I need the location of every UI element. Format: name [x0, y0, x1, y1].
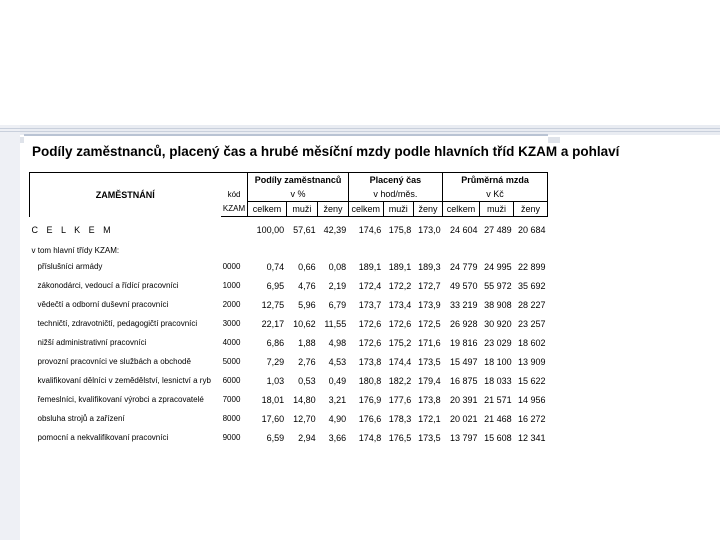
- subheader: muži: [479, 202, 513, 217]
- table-cell: 0,08: [328, 261, 347, 272]
- table-cell: 6,79: [328, 299, 347, 310]
- table-row: [30, 428, 548, 447]
- table-cell: 174,4: [388, 356, 412, 367]
- table-cell: 19 816: [449, 337, 478, 348]
- table-cell: 14,80: [293, 394, 316, 405]
- table-cell: 22 899: [517, 261, 546, 272]
- table-row: [30, 352, 548, 371]
- time-header: Placený čas: [348, 173, 442, 188]
- table-cell: 176,5: [388, 432, 412, 443]
- table-cell: 173,5: [418, 356, 441, 367]
- table-cell: 178,3: [388, 413, 412, 424]
- table-cell: 6,86: [266, 337, 285, 348]
- table-cell: 174,8: [358, 432, 382, 443]
- table-cell: 38 908: [484, 299, 512, 310]
- subheader: muži: [286, 202, 318, 217]
- table-cell: 16 272: [517, 413, 546, 424]
- table-cell: 49 570: [449, 280, 478, 291]
- row-code: 1000: [222, 281, 241, 290]
- table-cell: 0,74: [266, 261, 285, 272]
- subheader: celkem: [443, 202, 480, 217]
- divider: [0, 128, 720, 129]
- table-row: [30, 276, 548, 295]
- total-label: C E L K E M: [31, 225, 114, 235]
- row-label: zákonodárci, vedoucí a řídící pracovníci: [37, 281, 179, 290]
- section-row: [30, 243, 548, 257]
- header-row-1: [30, 173, 548, 188]
- wage-header: Průměrná mzda: [443, 173, 548, 188]
- table-cell: 0,66: [298, 261, 316, 272]
- occupation-header: ZAMĚSTNÁNÍ: [30, 173, 221, 217]
- table-cell: 1,03: [266, 375, 285, 386]
- table-cell: 21 571: [484, 394, 512, 405]
- table-cell: 172,6: [358, 318, 382, 329]
- table-cell: 171,6: [418, 337, 441, 348]
- table-cell: 18,01: [261, 394, 285, 405]
- table-row: [30, 390, 548, 409]
- table-cell: 172,5: [418, 318, 441, 329]
- table-cell: 173,7: [358, 299, 382, 310]
- table-cell: 20 391: [449, 394, 478, 405]
- document-card: [24, 134, 620, 476]
- row-label: provozní pracovníci ve službách a obchodě: [37, 357, 191, 366]
- wage-unit: v Kč: [443, 187, 548, 202]
- table-cell: 175,8: [388, 225, 412, 235]
- table-cell: 11,55: [324, 318, 347, 329]
- table-cell: 3,66: [328, 432, 347, 443]
- table-cell: 172,1: [418, 413, 441, 424]
- table-cell: 189,3: [418, 261, 441, 272]
- table-cell: 26 928: [449, 318, 478, 329]
- row-label: příslušníci armády: [37, 262, 103, 271]
- table-cell: 0,53: [298, 375, 316, 386]
- table-row: [30, 257, 548, 276]
- table-cell: 2,94: [298, 432, 316, 443]
- document-title: Podíly zaměstnanců, placený čas a hrubé měsíční mzdy podle hlavních tříd KZAM a pohlaví: [32, 144, 620, 159]
- left-band: [0, 125, 20, 540]
- table-cell: 18 602: [517, 337, 546, 348]
- table-cell: 27 489: [484, 225, 512, 235]
- table-cell: 18 100: [484, 356, 512, 367]
- table-cell: 4,76: [298, 280, 316, 291]
- table-cell: 172,6: [388, 318, 412, 329]
- row-label: nižší administrativní pracovníci: [37, 338, 147, 347]
- time-unit: v hod/měs.: [348, 187, 442, 202]
- table-cell: 12,75: [261, 299, 285, 310]
- section-label: v tom hlavní třídy KZAM:: [31, 245, 120, 255]
- row-code: 5000: [222, 357, 241, 366]
- table-cell: 20 021: [449, 413, 478, 424]
- total-row: [30, 223, 548, 237]
- table-cell: 14 956: [517, 394, 546, 405]
- subheader: ženy: [413, 202, 442, 217]
- table-cell: 24 604: [449, 225, 478, 235]
- row-label: obsluha strojů a zařízení: [37, 414, 125, 423]
- table-cell: 182,2: [388, 375, 412, 386]
- row-code: 0000: [222, 262, 241, 271]
- table-cell: 42,39: [323, 225, 347, 235]
- table-cell: 21 468: [484, 413, 512, 424]
- table-cell: 173,4: [388, 299, 412, 310]
- table-cell: 172,2: [388, 280, 412, 291]
- shares-header: Podíly zaměstnanců: [248, 173, 348, 188]
- row-code: 9000: [222, 433, 241, 442]
- table-cell: 12 341: [517, 432, 546, 443]
- table-cell: 189,1: [358, 261, 382, 272]
- table-cell: 2,19: [328, 280, 347, 291]
- table-cell: 1,88: [298, 337, 316, 348]
- table-cell: 172,4: [358, 280, 382, 291]
- table-cell: 57,61: [293, 225, 316, 235]
- table-cell: 180,8: [358, 375, 382, 386]
- table-cell: 0,49: [328, 375, 347, 386]
- subheader: celkem: [348, 202, 383, 217]
- table-cell: 55 972: [484, 280, 512, 291]
- table-cell: 173,8: [418, 394, 441, 405]
- table-cell: 15 622: [517, 375, 546, 386]
- row-code: 8000: [222, 414, 241, 423]
- subheader: celkem: [248, 202, 286, 217]
- table-cell: 177,6: [388, 394, 412, 405]
- table-cell: 4,90: [328, 413, 347, 424]
- table-cell: 176,9: [358, 394, 382, 405]
- table-cell: 172,7: [418, 280, 441, 291]
- table-row: [30, 371, 548, 390]
- table-cell: 20 684: [517, 225, 546, 235]
- row-code: 6000: [222, 376, 241, 385]
- table-cell: 6,95: [266, 280, 285, 291]
- table-cell: 174,6: [358, 225, 382, 235]
- table-body: [30, 257, 548, 447]
- table-cell: 13 797: [449, 432, 478, 443]
- row-label: kvalifikovaní dělníci v zemědělství, lesnictví a ryb: [37, 376, 211, 385]
- table-cell: 175,2: [388, 337, 412, 348]
- table-cell: 10,62: [293, 318, 316, 329]
- row-code: 2000: [222, 300, 241, 309]
- table-cell: 173,5: [418, 432, 441, 443]
- row-code: 3000: [222, 319, 241, 328]
- table-cell: 24 995: [484, 261, 512, 272]
- table-cell: 33 219: [449, 299, 478, 310]
- table-cell: 18 033: [484, 375, 512, 386]
- code-header: kód: [221, 187, 248, 202]
- table-cell: 12,70: [293, 413, 316, 424]
- row-code: 7000: [222, 395, 241, 404]
- subheader: muži: [383, 202, 413, 217]
- table-row: [30, 295, 548, 314]
- table-cell: 4,53: [328, 356, 347, 367]
- table-cell: 7,29: [266, 356, 285, 367]
- wage-table: [29, 172, 548, 447]
- table-row: [30, 409, 548, 428]
- row-label: vědečtí a odborní duševní pracovníci: [37, 300, 169, 309]
- table-cell: 179,4: [418, 375, 441, 386]
- table-cell: 3,21: [328, 394, 347, 405]
- table-cell: 2,76: [298, 356, 316, 367]
- table-cell: 4,98: [328, 337, 347, 348]
- subheader: ženy: [318, 202, 349, 217]
- table-row: [30, 333, 548, 352]
- shares-unit: v %: [248, 187, 348, 202]
- row-code: 4000: [222, 338, 241, 347]
- table-cell: 13 909: [517, 356, 546, 367]
- table-cell: 173,0: [418, 225, 441, 235]
- row-label: řemeslníci, kvalifikovaní výrobci a zpracovatelé: [37, 395, 204, 404]
- table-cell: 30 920: [484, 318, 512, 329]
- table-cell: 17,60: [261, 413, 285, 424]
- table-cell: 23 257: [517, 318, 546, 329]
- row-label: pomocní a nekvalifikovaní pracovníci: [37, 433, 169, 442]
- table-cell: 15 608: [484, 432, 512, 443]
- table-cell: 22,17: [261, 318, 285, 329]
- subheader: ženy: [514, 202, 548, 217]
- table-cell: 16 875: [449, 375, 478, 386]
- table-cell: 173,9: [418, 299, 441, 310]
- table-cell: 5,96: [298, 299, 316, 310]
- row-label: techničtí, zdravotničtí, pedagogičtí pracovníci: [37, 319, 198, 328]
- table-cell: 189,1: [388, 261, 412, 272]
- table-cell: 24 779: [449, 261, 478, 272]
- table-cell: 15 497: [449, 356, 478, 367]
- table-cell: 176,6: [358, 413, 382, 424]
- table-cell: 28 227: [517, 299, 546, 310]
- code-header-kzam: KZAM: [221, 202, 248, 217]
- table-cell: 100,00: [256, 225, 285, 235]
- divider: [0, 131, 720, 132]
- table-cell: 172,6: [358, 337, 382, 348]
- table-cell: 173,8: [358, 356, 382, 367]
- table-cell: 23 029: [484, 337, 512, 348]
- table-cell: 6,59: [266, 432, 285, 443]
- table-cell: 35 692: [517, 280, 546, 291]
- table-row: [30, 314, 548, 333]
